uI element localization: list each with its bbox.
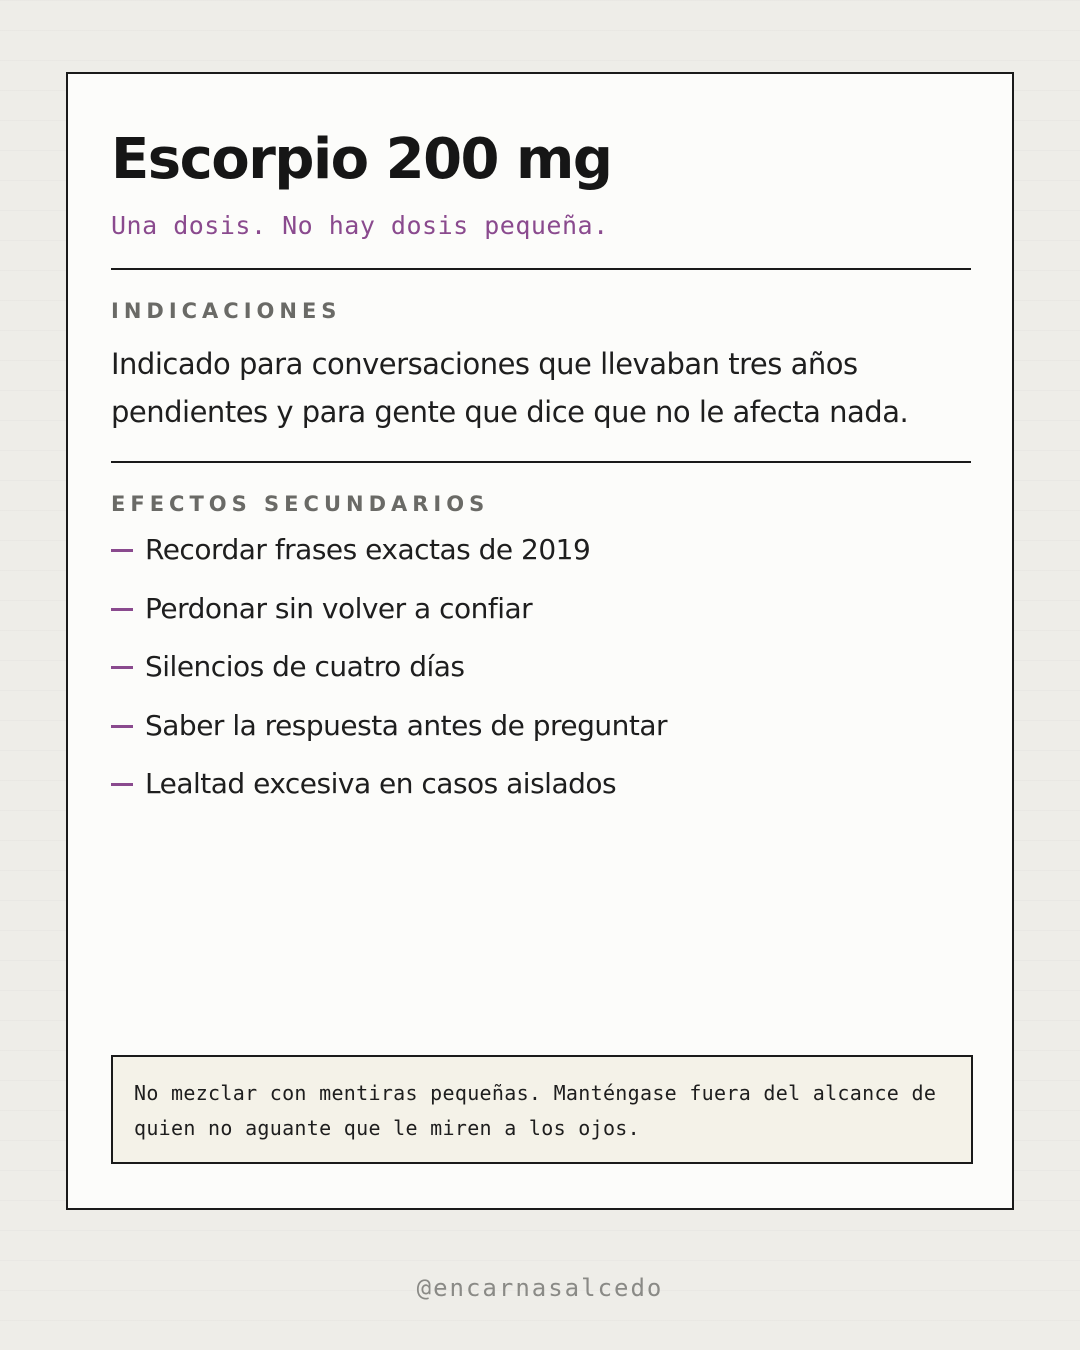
dash-icon xyxy=(111,608,133,611)
list-item xyxy=(111,708,667,767)
card-title: Escorpio 200 mg xyxy=(111,127,612,192)
side-effects-label: EFECTOS SECUNDARIOS xyxy=(111,492,490,516)
side-effect-text: Perdonar sin volver a confiar xyxy=(145,591,533,625)
card-subtitle: Una dosis. No hay dosis pequeña. xyxy=(111,211,609,240)
side-effect-text: Saber la respuesta antes de preguntar xyxy=(145,708,668,742)
warning-box xyxy=(111,1055,973,1164)
divider xyxy=(111,461,971,463)
list-item xyxy=(111,532,667,591)
list-item xyxy=(111,766,667,825)
author-handle: @encarnasalcedo xyxy=(416,1274,664,1302)
dash-icon xyxy=(111,783,133,786)
dash-icon xyxy=(111,666,133,669)
warning-text: No mezclar con mentiras pequeñas. Manténgase fuera del alcance de quien no aguante que le miren a los ojos. xyxy=(134,1081,937,1140)
dash-icon xyxy=(111,725,133,728)
side-effect-text: Silencios de cuatro días xyxy=(145,650,465,683)
indications-label: INDICACIONES xyxy=(111,299,342,323)
side-effect-text: Recordar frases exactas de 2019 xyxy=(145,533,591,566)
medication-card xyxy=(66,72,1014,1210)
dash-icon xyxy=(111,549,133,552)
divider xyxy=(111,268,971,270)
indications-text: Indicado para conversaciones que llevaban tres años pendientes y para gente que dice que no le afecta nada. xyxy=(111,347,909,429)
side-effect-text: Lealtad excesiva en casos aislados xyxy=(145,767,617,800)
list-item xyxy=(111,649,667,708)
side-effects-list xyxy=(111,532,667,825)
list-item xyxy=(111,591,667,650)
